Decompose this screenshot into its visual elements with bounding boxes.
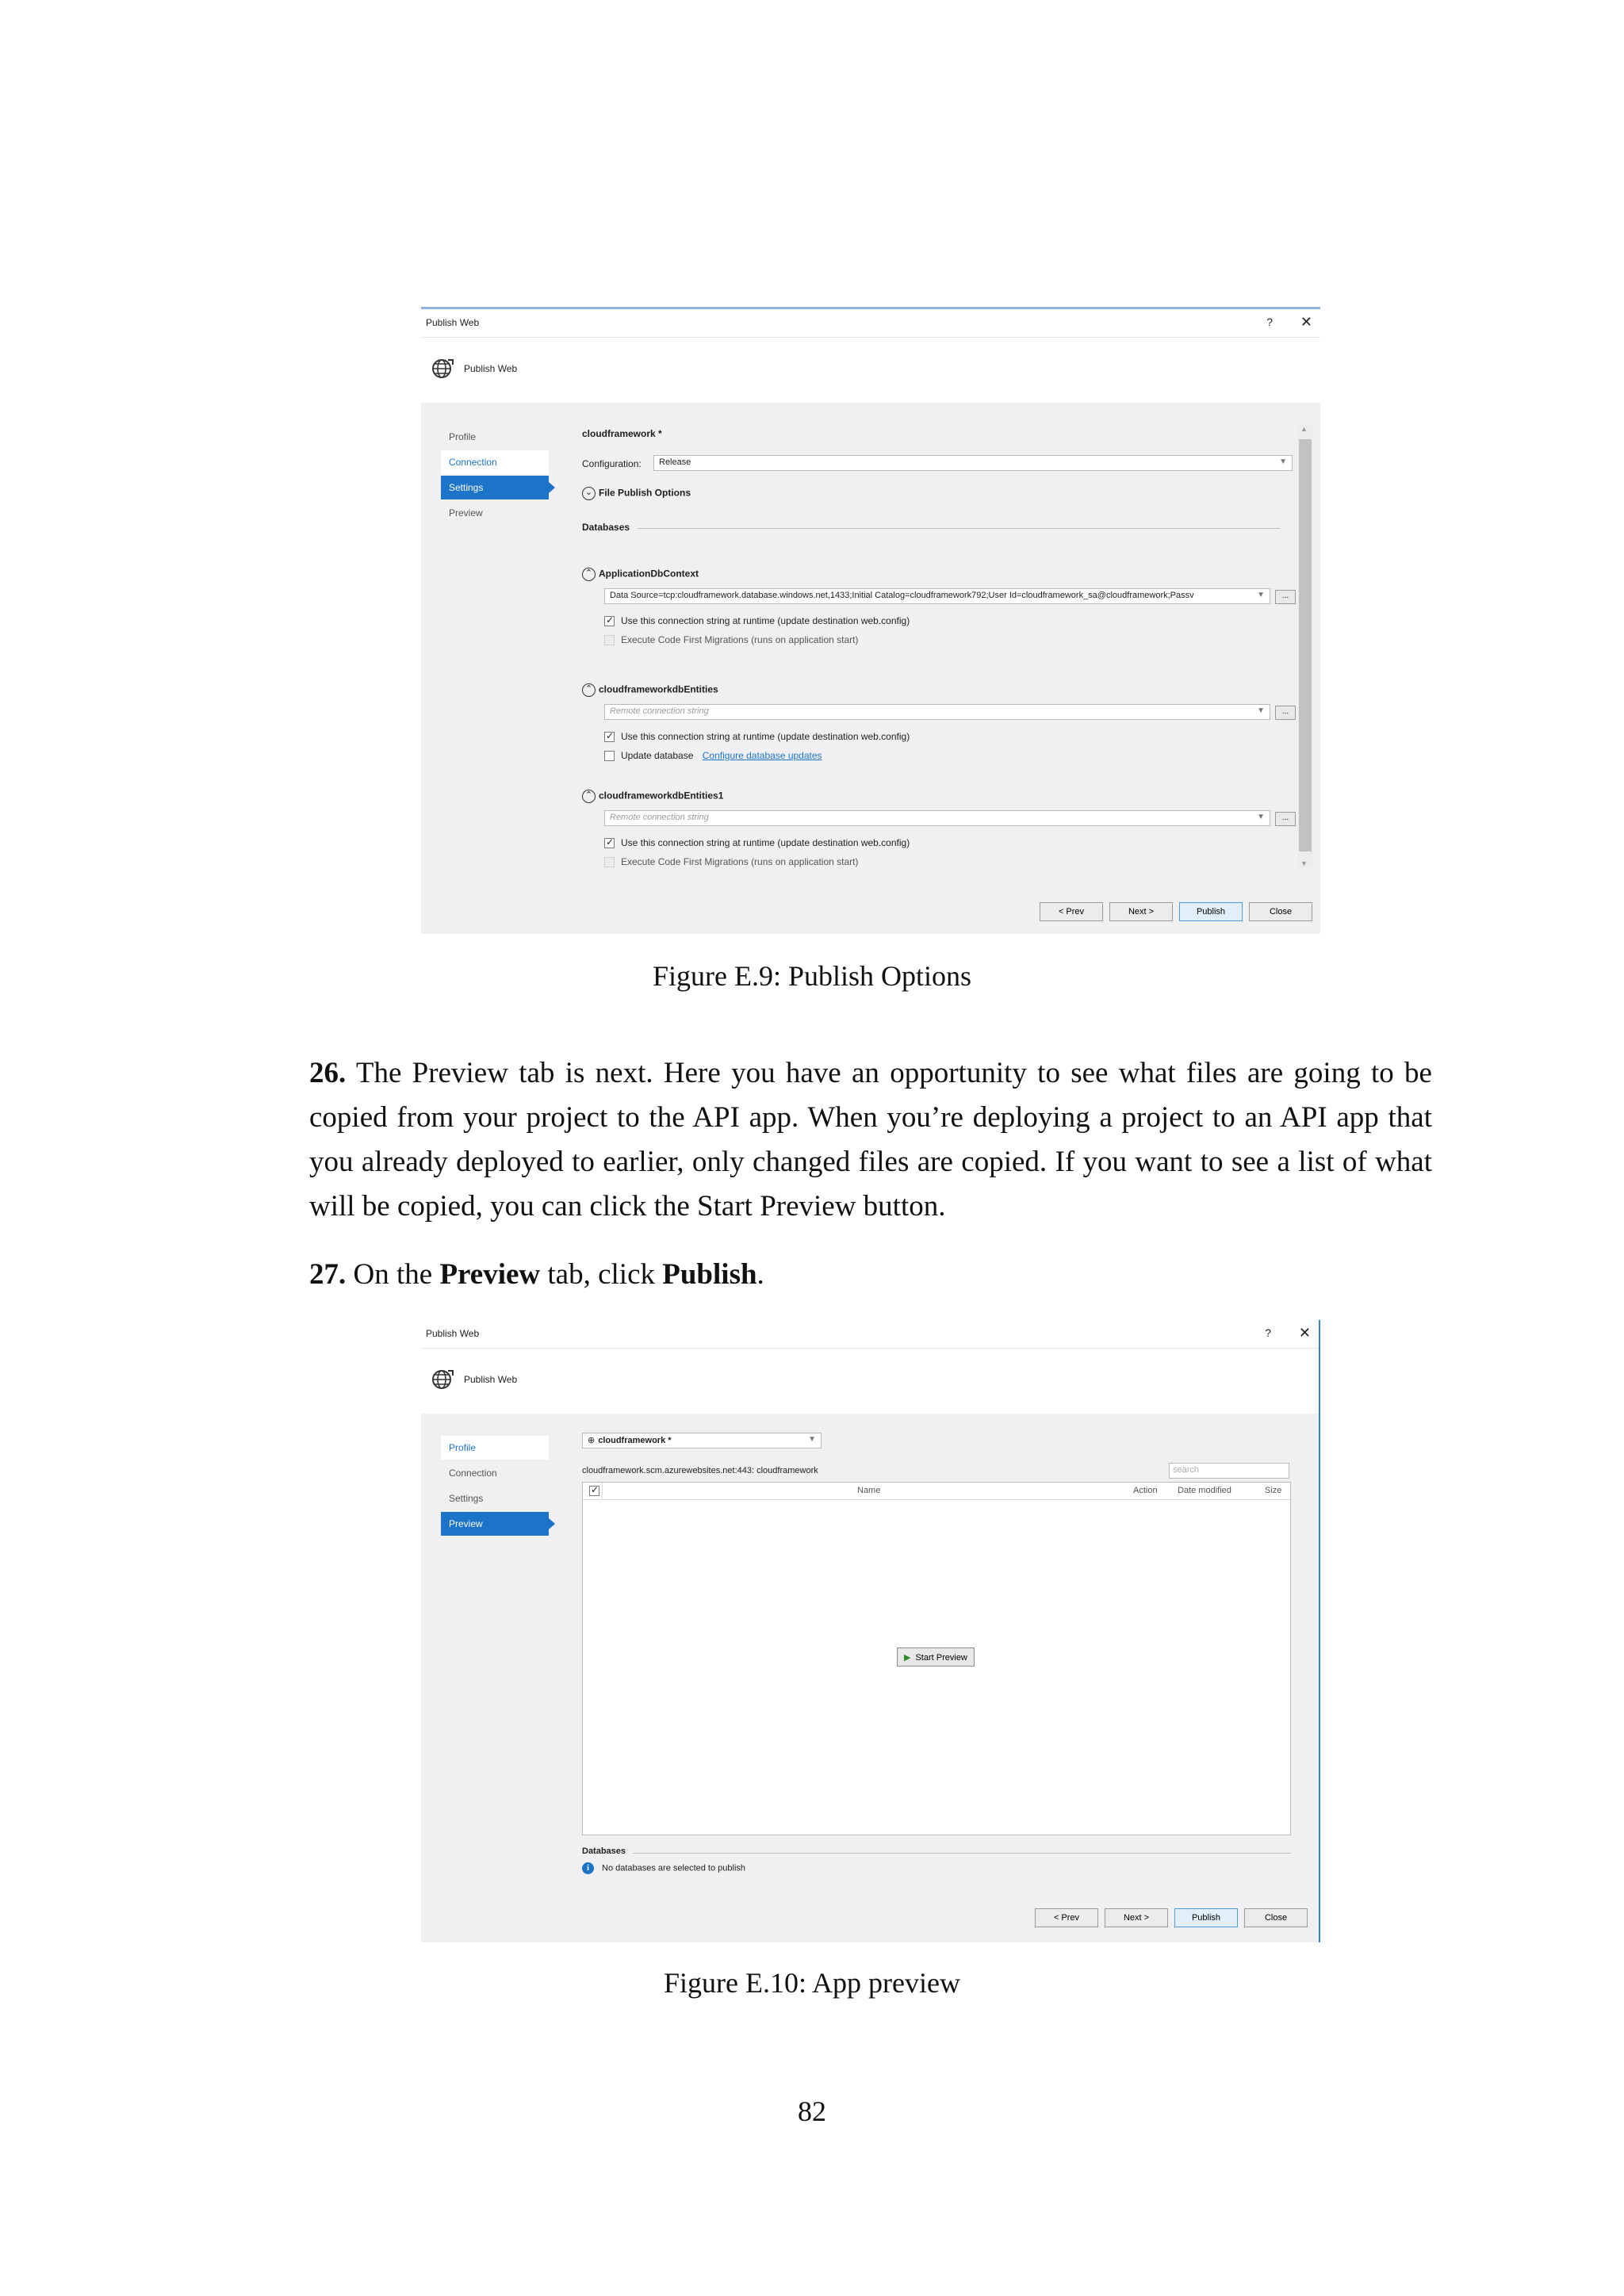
db3-check1-label: Use this connection string at runtime (update destination web.config) <box>621 837 910 848</box>
globe-icon <box>431 1368 454 1391</box>
prev-button[interactable]: < Prev <box>1035 1908 1098 1927</box>
nav-preview[interactable]: Preview <box>441 1512 549 1536</box>
checkbox-checked-icon <box>604 616 615 626</box>
checkbox-disabled-icon <box>604 857 615 867</box>
figure-caption-e10: Figure E.10: App preview <box>664 1967 960 1999</box>
collapse-icon: ⌃ <box>582 568 596 581</box>
page-number: 82 <box>798 2095 826 2127</box>
expand-icon: ⌄ <box>582 487 596 500</box>
nav-connection[interactable]: Connection <box>441 450 549 474</box>
column-divider <box>602 1483 603 1500</box>
db1-check2-label: Execute Code First Migrations (runs on application start) <box>621 634 859 645</box>
column-name[interactable]: Name <box>857 1486 881 1495</box>
db2-placeholder: Remote connection string <box>610 706 709 716</box>
chevron-down-icon: ▼ <box>1257 813 1265 821</box>
nav-profile[interactable]: Profile <box>441 1436 549 1460</box>
grid-header <box>583 1483 1290 1500</box>
search-input[interactable]: search <box>1169 1463 1289 1479</box>
column-date-modified[interactable]: Date modified <box>1178 1486 1231 1495</box>
step-27-text-mid: tab, click <box>547 1258 655 1291</box>
close-window-button[interactable]: ✕ <box>1298 1325 1311 1341</box>
collapse-icon: ⌃ <box>582 683 596 697</box>
db2-check1-label: Use this connection string at runtime (update destination web.config) <box>621 731 910 742</box>
checkbox-disabled-icon <box>604 635 615 645</box>
wizard-nav <box>441 1436 549 1537</box>
configuration-label: Configuration: <box>582 458 642 469</box>
header-title: Publish Web <box>464 1374 518 1385</box>
next-button[interactable]: Next > <box>1105 1908 1168 1927</box>
file-publish-options-label: File Publish Options <box>599 487 691 499</box>
chevron-down-icon: ▼ <box>1279 457 1287 466</box>
nav-preview[interactable]: Preview <box>449 507 483 519</box>
publish-button[interactable]: Publish <box>1179 902 1243 921</box>
db1-migrations-check[interactable] <box>604 634 858 645</box>
dialog-body <box>421 403 1320 934</box>
nav-settings[interactable]: Settings <box>449 1493 484 1504</box>
chevron-down-icon: ▼ <box>808 1435 816 1444</box>
step-27-action: Publish <box>662 1258 757 1291</box>
configuration-value: Release <box>659 457 691 467</box>
no-databases-message <box>582 1862 745 1874</box>
play-icon: ▶ <box>904 1652 911 1663</box>
chevron-down-icon: ▼ <box>1257 591 1265 599</box>
step-27-tab-name: Preview <box>439 1258 541 1291</box>
title-bar <box>421 309 1320 338</box>
db2-name: cloudframeworkdbEntities <box>599 683 718 695</box>
select-all-checkbox[interactable] <box>589 1486 599 1496</box>
db3-placeholder: Remote connection string <box>610 813 709 822</box>
step-26-text: The Preview tab is next. Here you have an opportunity to see what files are going to be copied from your project to the API app. When you’re deploying a project to an API app that you already deployed to earlier, only changed files are copied. If you want to see a list of what will be copied, you can click the Start Preview button. <box>309 1057 1432 1223</box>
file-list-grid <box>582 1482 1291 1835</box>
close-window-button[interactable]: ✕ <box>1300 314 1312 330</box>
db2-connection-input[interactable] <box>604 704 1270 720</box>
publish-button[interactable]: Publish <box>1174 1908 1238 1927</box>
db1-connection-input[interactable] <box>604 588 1270 604</box>
databases-divider <box>638 528 1280 529</box>
help-button[interactable]: ? <box>1266 316 1273 328</box>
dialog-header <box>421 1349 1319 1414</box>
db1-toggle[interactable] <box>582 568 699 581</box>
close-button[interactable]: Close <box>1249 902 1312 921</box>
chevron-down-icon: ▼ <box>1257 706 1265 715</box>
vertical-scrollbar[interactable] <box>1298 425 1312 867</box>
scroll-down-icon[interactable]: ▼ <box>1300 859 1308 867</box>
title-bar <box>421 1320 1319 1349</box>
file-publish-options-toggle[interactable] <box>582 487 691 500</box>
publish-options-dialog <box>421 304 1320 934</box>
nav-settings[interactable]: Settings <box>441 476 549 499</box>
checkbox-checked-icon <box>604 732 615 742</box>
scroll-thumb[interactable] <box>1299 439 1312 851</box>
db2-use-connection-check[interactable] <box>604 731 910 742</box>
db2-browse-button[interactable]: ... <box>1275 706 1296 720</box>
db3-check2-label: Execute Code First Migrations (runs on application start) <box>621 856 859 867</box>
db1-name: ApplicationDbContext <box>599 568 699 580</box>
site-path: cloudframework.scm.azurewebsites.net:443: cloudframework <box>582 1466 818 1475</box>
window-title: Publish Web <box>426 1328 480 1339</box>
profile-name: cloudframework * <box>598 1436 672 1445</box>
step-27-period: . <box>756 1258 764 1291</box>
db3-browse-button[interactable]: ... <box>1275 812 1296 826</box>
db3-connection-input[interactable] <box>604 810 1270 826</box>
checkbox-unchecked-icon <box>604 751 615 761</box>
db3-name: cloudframeworkdbEntities1 <box>599 790 724 802</box>
wizard-nav <box>441 425 549 526</box>
start-preview-button[interactable] <box>897 1647 975 1667</box>
dialog-body <box>421 1414 1319 1942</box>
next-button[interactable]: Next > <box>1109 902 1173 921</box>
step-26-paragraph <box>309 1051 1432 1229</box>
globe-icon <box>431 357 454 381</box>
step-27-text-pre: On the <box>353 1258 433 1291</box>
figure-caption-e9: Figure E.9: Publish Options <box>652 960 972 992</box>
collapse-icon: ⌃ <box>582 790 596 803</box>
step-27-number: 27. <box>309 1258 347 1291</box>
start-preview-label: Start Preview <box>915 1652 967 1663</box>
db3-toggle[interactable] <box>582 790 723 803</box>
window-title: Publish Web <box>426 317 480 328</box>
info-icon: i <box>582 1862 594 1874</box>
nav-connection[interactable]: Connection <box>449 1468 497 1479</box>
db1-use-connection-check[interactable] <box>604 615 910 626</box>
db2-toggle[interactable] <box>582 683 718 697</box>
no-databases-text: No databases are selected to publish <box>602 1863 746 1873</box>
profile-select[interactable] <box>582 1433 822 1448</box>
help-button[interactable]: ? <box>1265 1326 1271 1339</box>
globe-small-icon: ⊕ <box>588 1436 596 1445</box>
header-title: Publish Web <box>464 363 518 374</box>
db2-check2-label: Update database <box>621 750 694 761</box>
configuration-select[interactable] <box>653 455 1293 471</box>
databases-divider <box>633 1853 1291 1854</box>
close-button[interactable]: Close <box>1244 1908 1308 1927</box>
nav-profile[interactable]: Profile <box>449 431 477 442</box>
profile-name: cloudframework * <box>582 428 662 439</box>
app-preview-dialog <box>421 1320 1320 1942</box>
db1-connection-value: Data Source=tcp:cloudframework.database.windows.net,1433;Initial Catalog=cloudframework792;User Id=cloudframework_sa@cloudframework;Passv <box>610 591 1194 600</box>
prev-button[interactable]: < Prev <box>1040 902 1103 921</box>
db1-browse-button[interactable]: ... <box>1275 590 1296 604</box>
db1-check1-label: Use this connection string at runtime (update destination web.config) <box>621 615 910 626</box>
databases-label: Databases <box>582 1846 626 1856</box>
column-action[interactable]: Action <box>1133 1486 1158 1495</box>
db3-migrations-check[interactable] <box>604 856 858 867</box>
db2-update-database-check[interactable] <box>604 750 822 761</box>
step-26-number: 26. <box>309 1057 347 1089</box>
scroll-up-icon[interactable]: ▲ <box>1300 425 1308 433</box>
databases-label: Databases <box>582 522 630 533</box>
configure-database-updates-link[interactable]: Configure database updates <box>702 750 822 761</box>
db3-use-connection-check[interactable] <box>604 837 910 848</box>
step-27-paragraph <box>309 1253 1432 1297</box>
checkbox-checked-icon <box>604 838 615 848</box>
column-size[interactable]: Size <box>1265 1486 1282 1495</box>
dialog-header <box>421 338 1320 403</box>
